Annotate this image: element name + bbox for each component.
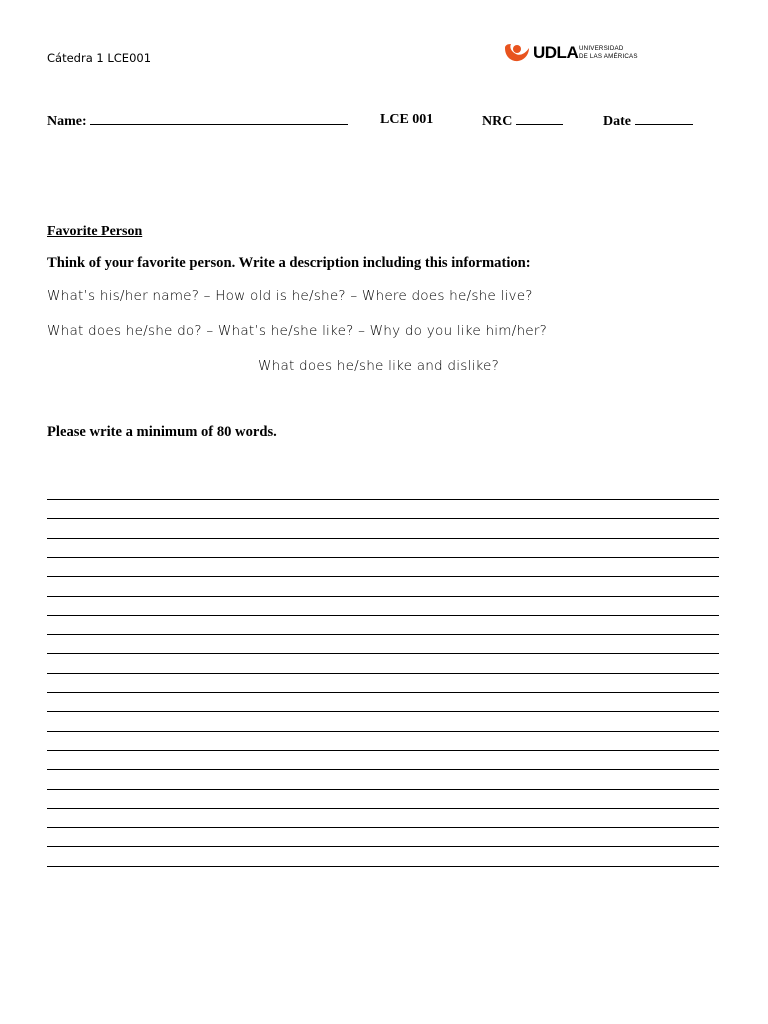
- writing-line[interactable]: [47, 673, 719, 674]
- question-line-2: What does he/she do? – What’s he/she like? – Why do you like him/her?: [47, 323, 548, 339]
- nrc-label: NRC: [482, 114, 513, 129]
- udla-logo-wordmark: UDLA: [533, 43, 579, 62]
- minimum-words-note: Please write a minimum of 80 words.: [47, 424, 277, 440]
- date-blank[interactable]: [635, 112, 693, 125]
- section-title: Favorite Person: [47, 224, 143, 239]
- writing-line[interactable]: [47, 808, 719, 809]
- writing-line[interactable]: [47, 711, 719, 712]
- writing-line[interactable]: [47, 557, 719, 558]
- udla-logo-subtitle-line1: UNIVERSIDAD: [579, 45, 624, 52]
- course-label: LCE 001: [380, 112, 434, 127]
- name-label: Name:: [47, 114, 87, 129]
- date-field: [603, 112, 693, 130]
- date-label: Date: [603, 114, 631, 129]
- writing-line[interactable]: [47, 576, 719, 577]
- writing-line[interactable]: [47, 692, 719, 693]
- question-line-1: What’s his/her name? – How old is he/she? – Where does he/she live?: [47, 288, 533, 304]
- instruction-text: Think of your favorite person. Write a description including this information:: [47, 255, 531, 271]
- writing-line[interactable]: [47, 615, 719, 616]
- writing-line[interactable]: [47, 518, 719, 519]
- writing-line[interactable]: [47, 827, 719, 828]
- writing-line[interactable]: [47, 538, 719, 539]
- nrc-field: [482, 112, 563, 130]
- writing-line[interactable]: [47, 634, 719, 635]
- writing-line[interactable]: [47, 789, 719, 790]
- name-blank[interactable]: [90, 112, 348, 125]
- udla-logo-subtitle-line2: DE LAS AMÉRICAS: [579, 53, 638, 60]
- writing-line[interactable]: [47, 499, 719, 500]
- udla-logo-mark-icon: [503, 42, 531, 64]
- writing-line[interactable]: [47, 731, 719, 732]
- writing-line[interactable]: [47, 653, 719, 654]
- writing-line[interactable]: [47, 866, 719, 867]
- writing-line[interactable]: [47, 846, 719, 847]
- question-line-3: What does he/she like and dislike?: [258, 358, 500, 374]
- name-field: [47, 112, 348, 130]
- writing-line[interactable]: [47, 750, 719, 751]
- writing-line[interactable]: [47, 596, 719, 597]
- course-code: Cátedra 1 LCE001: [47, 51, 152, 65]
- writing-line[interactable]: [47, 769, 719, 770]
- nrc-blank[interactable]: [516, 112, 563, 125]
- udla-logo: [503, 42, 653, 66]
